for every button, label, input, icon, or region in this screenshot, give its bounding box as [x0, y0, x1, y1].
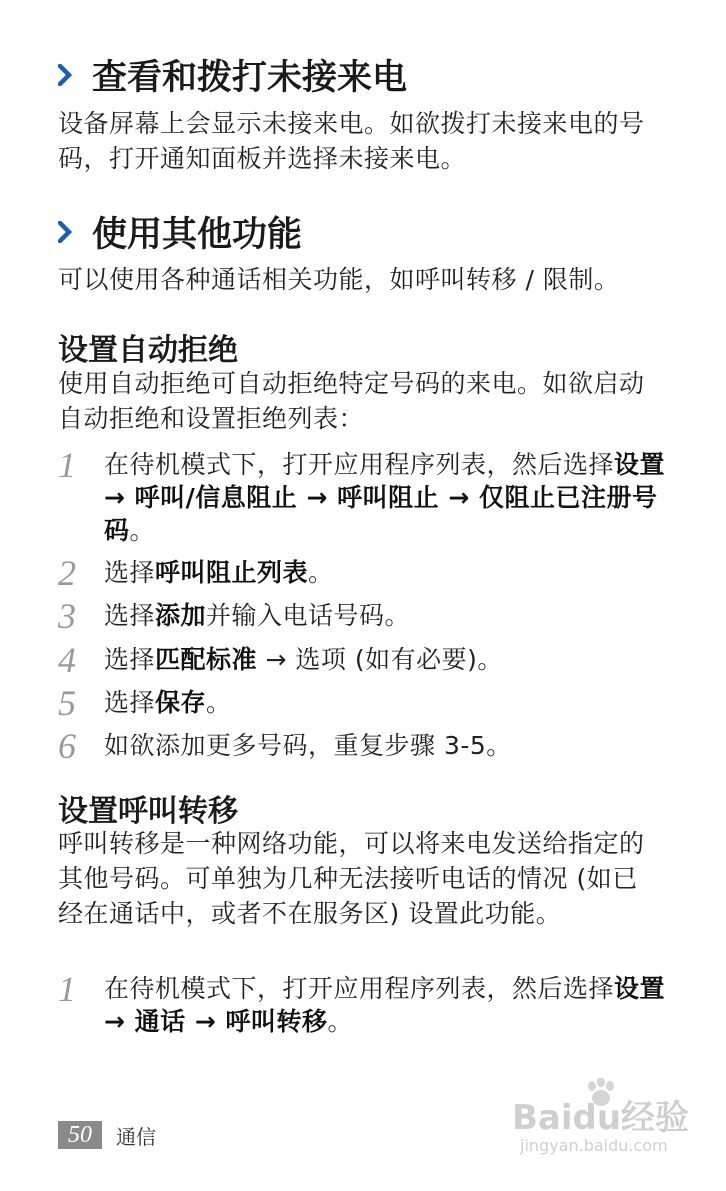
step-number: 3: [58, 596, 76, 636]
subsection-paragraph: 呼叫转移是一种网络功能，可以将来电发送给指定的其他号码。可单独为几种无法接听电话的情况 (如已经在通话中，或者不在服务区) 设置此功能。: [58, 829, 645, 928]
baidu-watermark: [512, 1078, 692, 1168]
step-text: 选择呼叫阻止列表。: [104, 558, 334, 587]
section-heading-text: 查看和拨打未接来电: [92, 58, 408, 98]
step-text: 选择添加并输入电话号码。: [104, 601, 411, 630]
menu-option: 保存: [155, 688, 207, 717]
chevron-right-icon: [58, 64, 72, 86]
menu-option: 呼叫阻止列表: [155, 558, 309, 587]
step-text: 在待机模式下，打开应用程序列表，然后选择设置 → 呼叫/信息阻止 → 呼叫阻止 → 仅阻止已注册号码。: [104, 450, 666, 545]
menu-option: 添加: [155, 601, 207, 630]
footer-section-name: 通信: [116, 1124, 156, 1149]
chevron-right-icon: [58, 221, 72, 243]
menu-path: 设置 → 呼叫/信息阻止 → 呼叫阻止 → 仅阻止已注册号码: [104, 450, 666, 545]
menu-path: 设置 → 通话 → 呼叫转移: [104, 974, 666, 1036]
step-number: 4: [58, 640, 76, 680]
section-heading-missed-calls: [58, 50, 407, 100]
section-paragraph: 可以使用各种通话相关功能，如呼叫转移 / 限制。: [58, 265, 620, 294]
subheading-call-forwarding: 设置呼叫转移: [58, 794, 238, 829]
section-paragraph: 设备屏幕上会显示未接来电。如欲拨打未接来电的号码，打开通知面板并选择未接来电。: [58, 109, 645, 173]
watermark-url: jingyan.baidu.com: [520, 1136, 668, 1155]
watermark-logo: Baidu经验: [512, 1098, 690, 1138]
step-number: 6: [58, 726, 76, 766]
step-text: 选择保存。: [104, 688, 232, 717]
subheading-auto-reject: 设置自动拒绝: [58, 333, 238, 368]
step-number: 1: [58, 969, 76, 1009]
menu-option: 匹配标准: [155, 645, 258, 674]
page-footer: [58, 1121, 156, 1149]
section-heading-text: 使用其他功能: [92, 215, 303, 255]
page-number: 50: [58, 1121, 102, 1149]
subsection-paragraph: 使用自动拒绝可自动拒绝特定号码的来电。如欲启动自动拒绝和设置拒绝列表：: [58, 369, 645, 433]
step-number: 2: [58, 553, 76, 593]
step-number: 5: [58, 683, 76, 723]
step-text: 在待机模式下，打开应用程序列表，然后选择设置 → 通话 → 呼叫转移。: [104, 974, 666, 1036]
step-text: 选择匹配标准 → 选项 (如有必要)。: [104, 645, 503, 674]
step-number: 1: [58, 445, 76, 485]
step-text: 如欲添加更多号码，重复步骤 3-5。: [104, 731, 512, 760]
section-heading-other-features: [58, 207, 302, 257]
